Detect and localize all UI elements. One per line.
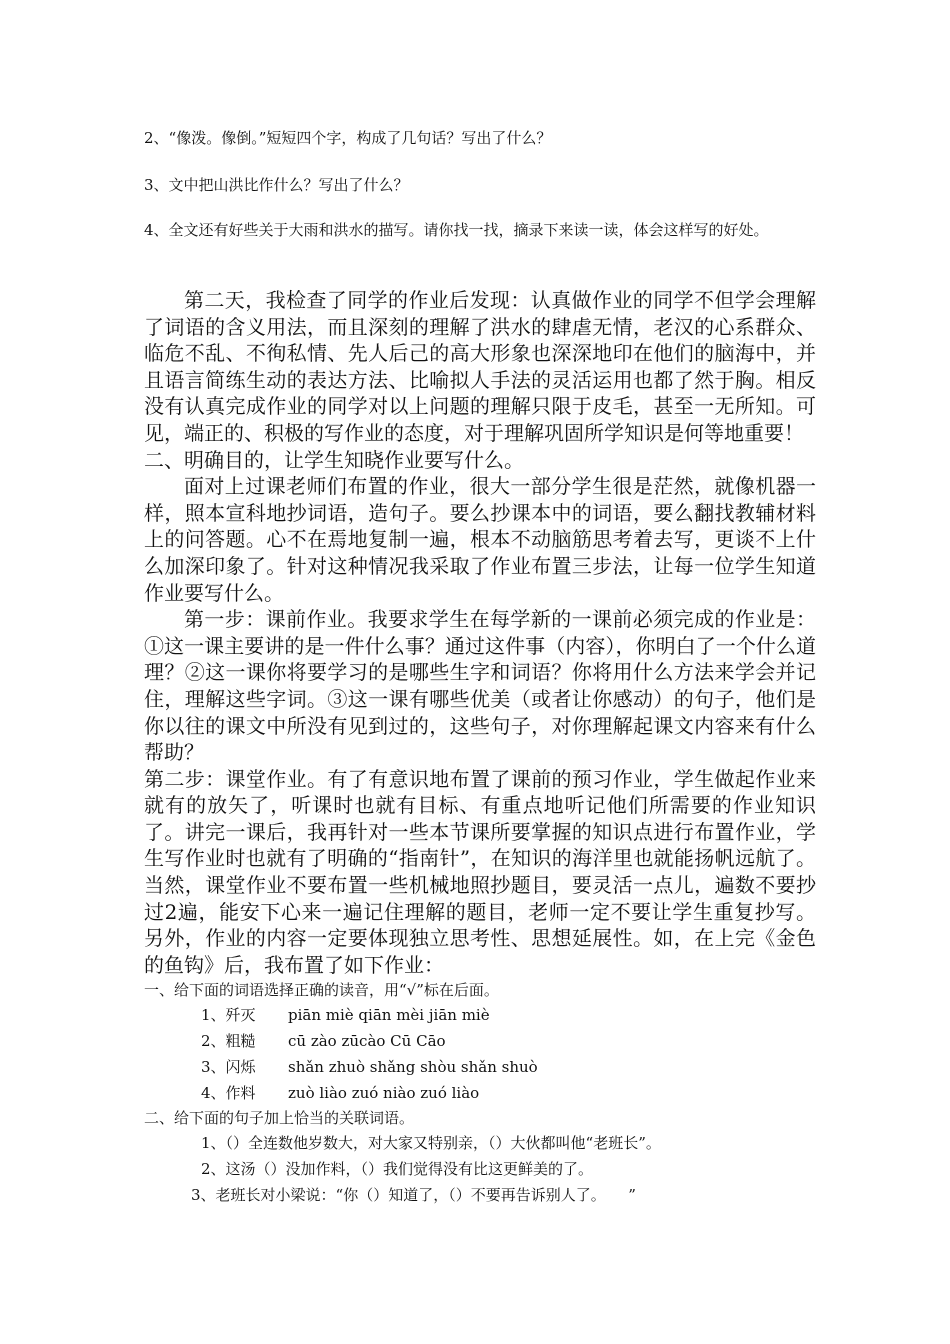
paragraph-problem: 面对上过课老师们布置的作业，很大一部分学生很是茫然，就像机器一样，照本宣科地抄词语，造句子。要么抄课本中的词语，要么翻找教辅材料上的问答题。心不在焉地复制一遍，根本不动脑筋思考着去写，更谈不上什么加深印象了。针对这种情况我采取了作业布置三步法，让每一位学生知道作业要写什么。 xyxy=(144,474,816,605)
pinyin-options: cū zào zūcào Cū Cāo xyxy=(288,1032,446,1051)
essay-body xyxy=(144,287,816,1208)
list-item xyxy=(144,1054,816,1080)
exercise-1-title: 一、给下面的词语选择正确的读音，用“√”标在后面。 xyxy=(144,981,499,1000)
list-item xyxy=(144,1028,816,1054)
list-item: 1、（）全连数他岁数大，对大家又特别亲，（）大伙都叫他“老班长”。 xyxy=(201,1134,661,1153)
paragraph-step-1: 第一步：课前作业。我要求学生在每学新的一课前必须完成的作业是：①这一课主要讲的是一件什么事？通过这件事（内容），你明白了一个什么道理？②这一课你将要学习的是哪些生字和词语？你将用什么方法来学会并记住，理解这些字词。③这一课有哪些优美（或者让你感动）的句子，他们是你以往的课文中所没有见到过的，这些句子，对你理解起课文内容来有什么帮助？ xyxy=(144,607,816,765)
section-heading-2: 二、明确目的，让学生知晓作业要写什么。 xyxy=(144,447,524,472)
question-3: 3、文中把山洪比作什么？写出了什么？ xyxy=(144,176,409,194)
exercise-word: 2、粗糙 xyxy=(201,1032,256,1051)
exercise-2-list xyxy=(144,1130,816,1208)
paragraph-step-2: 第二步：课堂作业。有了有意识地布置了课前的预习作业，学生做起作业来就有的放矢了，听课时也就有目标、有重点地听记他们所需要的作业知识了。讲完一课后，我再针对一些本节课所要掌握的知识点进行布置作业，学生写作业时也就有了明确的“指南针”，在知识的海洋里也就能扬帆远航了。当然，课堂作业不要布置一些机械地照抄题目，要灵活一点儿，遍数不要抄过2遍，能安下心来一遍记住理解的题目，老师一定不要让学生重复抄写。另外，作业的内容一定要体现独立思考性、思想延展性。如，在上完《金色的鱼钩》后，我布置了如下作业： xyxy=(144,766,816,977)
exercise-word: 4、作料 xyxy=(201,1084,256,1103)
exercise-2-title: 二、给下面的句子加上恰当的关联词语。 xyxy=(144,1109,415,1128)
pinyin-options: zuò liào zuó niào zuó liào xyxy=(288,1084,480,1103)
list-item xyxy=(144,1080,816,1106)
exercise-word: 3、闪烁 xyxy=(201,1058,256,1077)
paragraph-result: 第二天，我检查了同学的作业后发现：认真做作业的同学不但学会理解了词语的含义用法，而且深刻的理解了洪水的肆虐无情，老汉的心系群众、临危不乱、不徇私情、先人后己的高大形象也深深地印在他们的脑海中，并且语言简练生动的表达方法、比喻拟人手法的灵活运用也都了然于胸。相反没有认真完成作业的同学对以上问题的理解只限于皮毛，甚至一无所知。可见，端正的、积极的写作业的态度，对于理解巩固所学知识是何等地重要！ xyxy=(144,288,816,445)
list-item: 2、这汤（）没加作料，（）我们觉得没有比这更鲜美的了。 xyxy=(201,1160,594,1179)
pinyin-options: piān miè qiān mèi jiān miè xyxy=(288,1006,490,1025)
question-4: 4、全文还有好些关于大雨和洪水的描写。请你找一找，摘录下来读一读，体会这样写的好处。 xyxy=(144,221,769,239)
exercise-1-list xyxy=(144,1002,816,1106)
exercise-word: 1、歼灭 xyxy=(201,1006,256,1025)
pinyin-options: shǎn zhuò shǎng shòu shǎn shuò xyxy=(288,1058,538,1077)
list-item: 3、老班长对小梁说：“你（）知道了，（）不要再告诉别人了。 ” xyxy=(191,1186,636,1205)
list-item xyxy=(144,1002,816,1028)
question-2: 2、“像泼。像倒。”短短四个字，构成了几句话？写出了什么？ xyxy=(144,129,552,147)
